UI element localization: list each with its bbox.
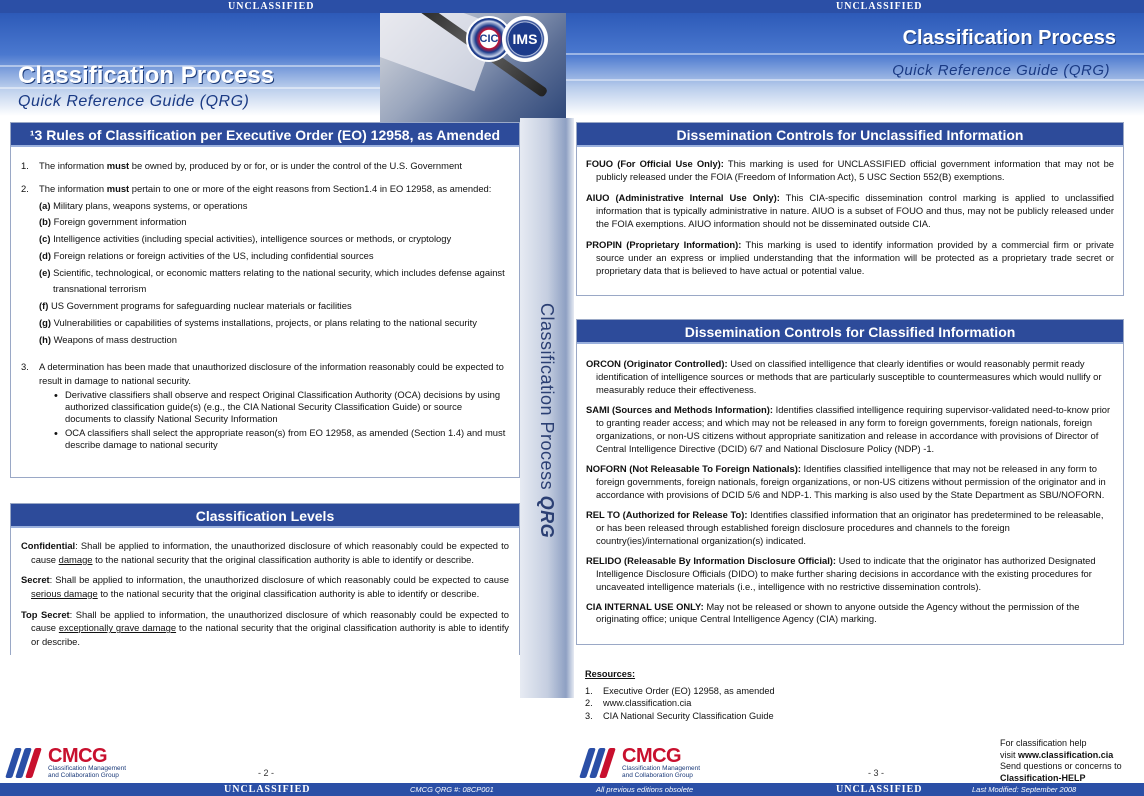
control-rel-to: REL TO (Authorized for Release To): Identifies classified information that an originator has predetermined to be releasable, or has been released through established foreign disclosure procedures and channels to the foreign country(ies)/international organization(s) indicated. <box>586 508 1104 546</box>
classified-controls-box <box>576 319 1124 645</box>
reason-item: (b) Foreign government information <box>39 216 187 228</box>
side-label: Classification Process QRG <box>537 303 557 539</box>
cmcg-logo-icon <box>6 746 46 780</box>
qrg-number: CMCG QRG #: 08CP001 <box>410 785 494 794</box>
level-secret: Secret: Shall be applied to information, the unauthorized disclosure of which reasonably could be expected to cause serious damage to the national security that the original classification authority is able to identify or describe. <box>21 574 510 599</box>
levels-heading: Classification Levels <box>11 504 519 528</box>
page-title: Classification Process <box>902 27 1116 49</box>
control-aiuo: AIUO (Administrative Internal Use Only): This CIA-specific dissemination control marking is applied to unclassified information that is typically administrative in nature. AIUO is a subset of FOUO and thus, may not be publicly released under the FOIA exemptions. AIUO information should not be disseminated outside CIA. <box>586 191 1114 230</box>
reason-item: (d) Foreign relations or foreign activities of the US, including confidential sources <box>39 249 374 261</box>
unclassified-controls-box <box>576 122 1124 296</box>
resources-heading: Resources: <box>585 669 636 679</box>
level-top-secret: Top Secret: Shall be applied to information, the unauthorized disclosure of which reasonably could be expected to cause exceptionally grave damage to the national security that the original classification authority is able to identify or describe. <box>21 608 509 647</box>
top-marking-bar <box>0 0 566 13</box>
reason-item: (e) Scientific, technological, or economic matters relating to the national security, which includes defense against transnational terrorism <box>39 266 505 295</box>
level-confidential: Confidential: Shall be applied to information, the unauthorized disclosure of which reasonably could be expected to cause damage to the national security that the original classification authority is able to identify or describe. <box>21 540 509 565</box>
levels-box <box>10 503 520 655</box>
cmcg-logo: CMCG Classification Management and Collaboration Group <box>6 746 126 780</box>
control-relido: RELIDO (Releasable By Information Disclosure Official): Used to indicate that the originator has authorized Designated Intelligence Disclosure Officials (DIDO) to make further sharing decisions in accordance with the existing procedures for uncaveated intelligence materials (i.e., intelligence with no restrictive dissemination controls). <box>586 554 1096 592</box>
classified-controls-heading: Dissemination Controls for Classified Information <box>577 320 1123 344</box>
page-title: Classification Process <box>18 62 275 89</box>
classification-marking: UNCLASSIFIED <box>228 1 315 12</box>
rule-item: 2. The information must pertain to one or more of the eight reasons from Section1.4 in EO 12958, as amended: (a) Military plans, weapons systems, or operations (b) Foreign government information (c) Intelligence activities (including special activities), intelligence sources or methods, or cryptology (d) Foreign relations or foreign activities of the US, including confidential sources (e) Scientific, technological, or economic matters relating to the national security, which includes defense against transnational terrorism (f) US Government programs for safeguarding nuclear materials or facilities (g) Vulnerabilities or capabilities of systems installations, projects, or plans relating to the national security (h) Weapons of mass destruction <box>39 182 509 348</box>
cmcg-logo-icon <box>580 746 620 780</box>
reason-item: (g) Vulnerabilities or capabilities of systems installations, projects, or plans relating to the national security <box>39 316 477 328</box>
cic-seal-icon: CIC <box>466 16 512 62</box>
resources <box>585 668 775 722</box>
unclassified-controls-heading: Dissemination Controls for Unclassified Information <box>577 123 1123 147</box>
resource-item: 1. Executive Order (EO) 12958, as amended <box>585 685 775 696</box>
left-page <box>0 0 566 796</box>
rules-heading: ¹3 Rules of Classification per Executive Order (EO) 12958, as Amended <box>11 123 519 147</box>
resource-item: 3. CIA National Security Classification Guide <box>585 710 774 721</box>
right-page <box>566 0 1144 796</box>
reason-item: (h) Weapons of mass destruction <box>39 333 177 345</box>
obsolete-note: All previous editions obsolete <box>596 785 694 794</box>
help-email[interactable]: Classification-HELP <box>1000 772 1086 783</box>
page-subtitle: Quick Reference Guide (QRG) <box>892 62 1110 79</box>
resource-item: 2. www.classification.cia <box>585 698 692 708</box>
rule-item: 1. The information must be owned by, produced by or for, or is under the control of the U.S. Government <box>21 160 462 171</box>
rules-box <box>10 122 520 478</box>
control-fouo: FOUO (For Official Use Only): This marking is used for UNCLASSIFIED official government information that may not be publicly released under the FOIA (Freedom of Information Act), 5 USC Section 552(B) exemptions. <box>586 158 1115 183</box>
control-orcon: ORCON (Originator Controlled): Used on classified intelligence that clearly identifies or would reasonably permit ready identification of intelligence sources or methods that are particularly susceptible to countermeasures which would nullify or measurably reduce their effectiveness. <box>586 358 1102 395</box>
resource-link[interactable]: www.classification.cia <box>603 698 692 708</box>
bottom-marking-bar <box>0 783 566 796</box>
help-contact: For classification help visit www.classification.cia Send questions or concerns to Classification-HELP <box>1000 738 1122 783</box>
last-modified: Last Modified: September 2008 <box>972 785 1077 794</box>
control-cia-internal: CIA INTERNAL USE ONLY: May not be released or shown to anyone outside the Agency without the permission of the originating office; unique Central Intelligence Agency (CIA) marking. <box>586 600 1080 625</box>
control-propin: PROPIN (Proprietary Information): This marking is used to identify information provided by a commercial firm or private source under an express or implied understanding that the information will be protected as a proprietary trade secret or proprietary data that is believed to have actual or potential value. <box>586 238 1114 277</box>
control-sami: SAMI (Sources and Methods Information): Identifies classified intelligence requiring supervisor-validated need-to-know prior to granting reader access; and which may not be released in any form to foreign governments, foreign nationals, foreign organizations, or non-US citizens without appropriate sanitization and release in accordance with provisions of Director of Central Intelligence Directive (DCID) 6/7 and National Disclosure Policy (NDP) -1. <box>586 403 1111 454</box>
bullet-item: • OCA classifiers shall select the appropriate reason(s) from EO 12958, as amended (Section 1.4) and must describe damage to national security <box>51 427 509 451</box>
top-marking-bar <box>566 0 1144 13</box>
reason-item: (f) US Government programs for safeguarding nuclear materials or facilities <box>39 300 352 312</box>
cmcg-logo: CMCG Classification Management and Collaboration Group <box>580 746 700 780</box>
help-link[interactable]: www.classification.cia <box>1018 749 1114 760</box>
reason-item: (c) Intelligence activities (including special activities), intelligence sources or methods, or cryptology <box>39 233 452 245</box>
bottom-marking-bar <box>566 783 1144 796</box>
classification-marking: UNCLASSIFIED <box>836 1 923 12</box>
classification-marking: UNCLASSIFIED <box>836 784 923 795</box>
bullet-item: • Derivative classifiers shall observe and respect Original Classification Authority (OCA) decisions by using authorized classification guide(s) (e.g., the CIA National Security Classification Guide) or source documents to classify National Security Information <box>51 389 509 425</box>
rule-item: 3. A determination has been made that unauthorized disclosure of the information reasonably could be expected to result in damage to national security. • Derivative classifiers shall observe and respect Original Classification Authority (OCA) decisions by using authorized classification guide(s) (e.g., the CIA National Security Classification Guide) or source documents to classify National Security Information • OCA classifiers shall select the appropriate reason(s) from EO 12958, as amended (Section 1.4) and must describe damage to national security <box>39 360 509 451</box>
classification-marking: UNCLASSIFIED <box>224 784 311 795</box>
ims-seal-icon: IMS <box>502 16 548 62</box>
page-number: - 2 - <box>258 768 275 778</box>
control-noforn: NOFORN (Not Releasable To Foreign Nationals): Identifies classified intelligence that may not be released in any form to foreign governments, foreign nationals, foreign organizations, or non-US citizens without permission of the originator and in accordance with provisions of DCID 5/6 and NDP-1. This marking is also used by the State Department as SBU/NOFORN. <box>586 462 1106 500</box>
page-subtitle: Quick Reference Guide (QRG) <box>18 93 250 110</box>
reason-item: (a) Military plans, weapons systems, or operations <box>39 199 248 211</box>
page-number: - 3 - <box>868 768 885 778</box>
